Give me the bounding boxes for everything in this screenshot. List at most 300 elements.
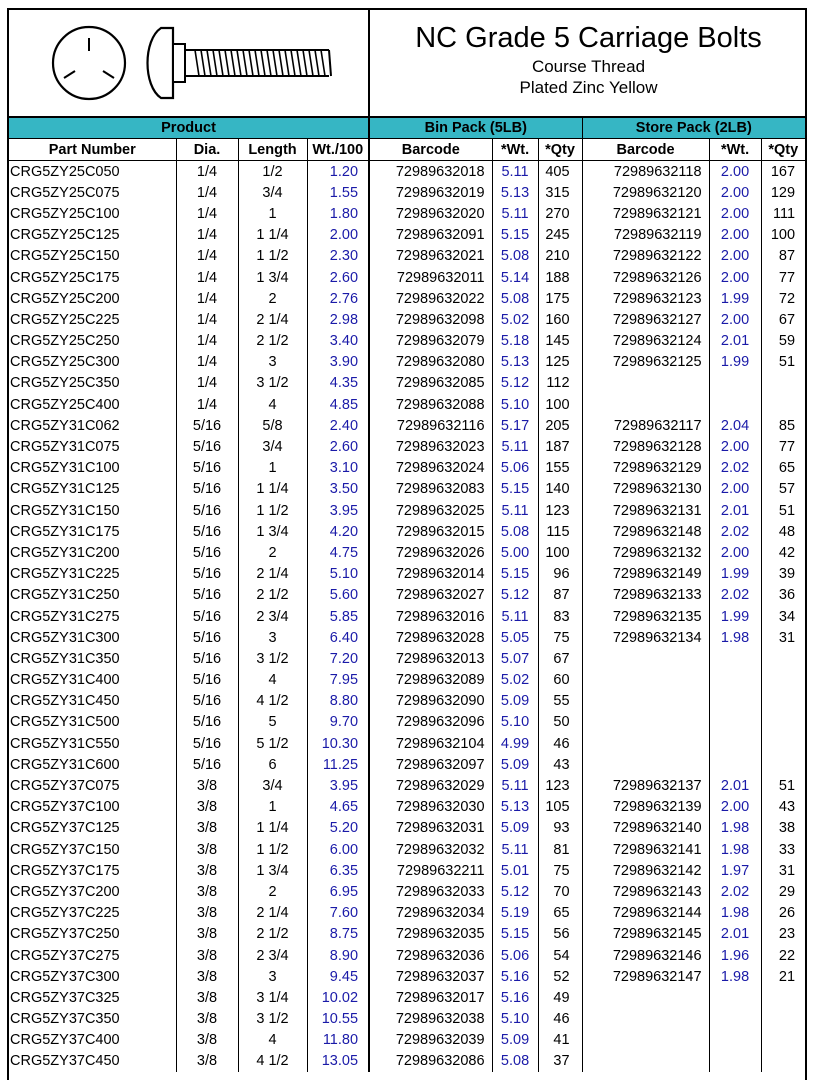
store-qty-cell: 87 xyxy=(761,246,805,267)
length-cell: 1 1/4 xyxy=(238,225,307,246)
table-row xyxy=(9,585,805,606)
diameter-cell: 1/4 xyxy=(176,331,238,352)
store-qty-cell xyxy=(761,1009,805,1030)
diameter-cell: 5/16 xyxy=(176,521,238,542)
group-bin-pack: Bin Pack (5LB) xyxy=(369,117,582,139)
bin-barcode-cell: 72989632036 xyxy=(369,945,492,966)
store-qty-cell: 57 xyxy=(761,479,805,500)
length-cell: 4 1/2 xyxy=(238,691,307,712)
store-qty-cell: 51 xyxy=(761,500,805,521)
bin-qty-cell: 75 xyxy=(538,860,582,881)
part-number-cell: CRG5ZY31C175 xyxy=(10,523,120,540)
store-barcode-cell: 72989632120 xyxy=(582,182,709,203)
table-row xyxy=(9,987,805,1008)
store-weight-cell: 2.01 xyxy=(709,331,761,352)
diameter-cell: 5/16 xyxy=(176,712,238,733)
store-qty-cell xyxy=(761,1030,805,1051)
table-row xyxy=(9,373,805,394)
table-row xyxy=(9,458,805,479)
weight-per-100-cell: 5.85 xyxy=(307,606,369,627)
bin-qty-cell: 115 xyxy=(538,521,582,542)
length-cell: 3 1/2 xyxy=(238,648,307,669)
diameter-cell: 5/16 xyxy=(176,542,238,563)
length-cell: 1 1/2 xyxy=(238,246,307,267)
store-weight-cell: 1.99 xyxy=(709,288,761,309)
store-qty-cell xyxy=(761,733,805,754)
part-number-cell: CRG5ZY31C062 xyxy=(10,417,120,434)
weight-per-100-cell: 8.90 xyxy=(307,945,369,966)
diameter-cell: 3/8 xyxy=(176,1030,238,1051)
bin-weight-cell: 5.08 xyxy=(492,521,538,542)
bin-weight-cell: 5.08 xyxy=(492,288,538,309)
part-number-cell: CRG5ZY37C075 xyxy=(10,778,120,795)
store-barcode-cell: 72989632133 xyxy=(582,585,709,606)
bin-weight-cell: 5.05 xyxy=(492,627,538,648)
bin-qty-cell: 87 xyxy=(538,585,582,606)
weight-per-100-cell: 11.80 xyxy=(307,1030,369,1051)
bin-qty-cell: 50 xyxy=(538,712,582,733)
store-qty-cell: 23 xyxy=(761,924,805,945)
store-qty-cell: 22 xyxy=(761,945,805,966)
bin-qty-cell: 145 xyxy=(538,331,582,352)
bin-weight-cell: 5.09 xyxy=(492,691,538,712)
store-barcode-cell: 72989632125 xyxy=(582,352,709,373)
bin-weight-cell: 5.12 xyxy=(492,373,538,394)
diameter-cell: 5/16 xyxy=(176,648,238,669)
weight-per-100-cell: 2.98 xyxy=(307,309,369,330)
store-barcode-cell: 72989632123 xyxy=(582,288,709,309)
bin-weight-cell: 5.14 xyxy=(492,267,538,288)
store-weight-cell: 2.02 xyxy=(709,458,761,479)
store-weight-cell xyxy=(709,754,761,775)
bin-barcode-cell: 72989632022 xyxy=(369,288,492,309)
weight-per-100-cell: 5.60 xyxy=(307,585,369,606)
diameter-cell: 3/8 xyxy=(176,775,238,796)
bin-qty-cell: 405 xyxy=(538,161,582,183)
bin-weight-cell: 5.11 xyxy=(492,161,538,183)
bin-barcode-cell: 72989632116 xyxy=(369,415,492,436)
store-qty-cell: 33 xyxy=(761,839,805,860)
length-cell: 2 xyxy=(238,288,307,309)
store-barcode-cell: 72989632147 xyxy=(582,966,709,987)
bin-barcode-cell: 72989632019 xyxy=(369,182,492,203)
group-product: Product xyxy=(9,117,369,139)
bin-barcode-cell: 72989632034 xyxy=(369,903,492,924)
length-cell: 1 xyxy=(238,458,307,479)
weight-per-100-cell: 2.30 xyxy=(307,246,369,267)
store-qty-cell xyxy=(761,754,805,775)
store-weight-cell: 2.00 xyxy=(709,436,761,457)
table-row xyxy=(9,881,805,902)
store-barcode-cell: 72989632124 xyxy=(582,331,709,352)
part-number-cell: CRG5ZY25C050 xyxy=(10,163,120,180)
table-row xyxy=(9,754,805,775)
store-barcode-cell: 72989632129 xyxy=(582,458,709,479)
bin-weight-cell: 5.16 xyxy=(492,966,538,987)
weight-per-100-cell: 13.05 xyxy=(307,1051,369,1072)
table-row xyxy=(9,225,805,246)
bin-weight-cell: 5.06 xyxy=(492,458,538,479)
col-bin-qty: *Qty xyxy=(538,139,582,161)
part-number-cell: CRG5ZY25C250 xyxy=(10,333,120,350)
bin-qty-cell: 315 xyxy=(538,182,582,203)
store-barcode-cell: 72989632146 xyxy=(582,945,709,966)
store-weight-cell: 1.98 xyxy=(709,903,761,924)
part-number-cell: CRG5ZY31C500 xyxy=(10,714,120,731)
bin-qty-cell: 37 xyxy=(538,1051,582,1072)
table-row xyxy=(9,775,805,796)
length-cell: 1 1/4 xyxy=(238,479,307,500)
bin-qty-cell: 49 xyxy=(538,987,582,1008)
table-row xyxy=(9,309,805,330)
store-weight-cell xyxy=(709,987,761,1008)
bin-barcode-cell: 72989632091 xyxy=(369,225,492,246)
bin-qty-cell: 52 xyxy=(538,966,582,987)
part-number-cell: CRG5ZY31C275 xyxy=(10,608,120,625)
weight-per-100-cell: 2.00 xyxy=(307,225,369,246)
diameter-cell: 3/8 xyxy=(176,797,238,818)
table-row xyxy=(9,903,805,924)
bin-barcode-cell: 72989632015 xyxy=(369,521,492,542)
thread-type: Course Thread xyxy=(531,57,646,76)
product-table xyxy=(9,116,805,1072)
weight-per-100-cell: 3.10 xyxy=(307,458,369,479)
finish-type: Plated Zinc Yellow xyxy=(519,78,658,97)
bin-barcode-cell: 72989632031 xyxy=(369,818,492,839)
table-row xyxy=(9,1009,805,1030)
weight-per-100-cell: 8.75 xyxy=(307,924,369,945)
bin-barcode-cell: 72989632026 xyxy=(369,542,492,563)
part-number-cell: CRG5ZY31C400 xyxy=(10,672,120,689)
bin-weight-cell: 5.13 xyxy=(492,352,538,373)
part-number-cell: CRG5ZY31C150 xyxy=(10,502,120,519)
bin-qty-cell: 188 xyxy=(538,267,582,288)
length-cell: 1/2 xyxy=(238,161,307,183)
store-qty-cell: 31 xyxy=(761,860,805,881)
store-weight-cell: 2.01 xyxy=(709,775,761,796)
bin-qty-cell: 60 xyxy=(538,670,582,691)
diameter-cell: 3/8 xyxy=(176,1051,238,1072)
length-cell: 1 1/4 xyxy=(238,818,307,839)
store-qty-cell xyxy=(761,394,805,415)
bin-weight-cell: 5.15 xyxy=(492,479,538,500)
bin-weight-cell: 5.16 xyxy=(492,987,538,1008)
store-qty-cell: 67 xyxy=(761,309,805,330)
length-cell: 3/4 xyxy=(238,182,307,203)
store-qty-cell: 100 xyxy=(761,225,805,246)
weight-per-100-cell: 1.20 xyxy=(307,161,369,183)
diameter-cell: 3/8 xyxy=(176,1009,238,1030)
bin-weight-cell: 5.09 xyxy=(492,754,538,775)
weight-per-100-cell: 3.90 xyxy=(307,352,369,373)
bin-barcode-cell: 72989632016 xyxy=(369,606,492,627)
bin-barcode-cell: 72989632027 xyxy=(369,585,492,606)
bin-weight-cell: 5.12 xyxy=(492,881,538,902)
weight-per-100-cell: 4.75 xyxy=(307,542,369,563)
diameter-cell: 5/16 xyxy=(176,691,238,712)
diameter-cell: 5/16 xyxy=(176,627,238,648)
group-store-pack: Store Pack (2LB) xyxy=(582,117,805,139)
store-qty-cell: 85 xyxy=(761,415,805,436)
part-number-cell: CRG5ZY25C200 xyxy=(10,290,120,307)
carriage-bolt-icon xyxy=(9,10,368,116)
bin-qty-cell: 96 xyxy=(538,564,582,585)
diameter-cell: 1/4 xyxy=(176,246,238,267)
store-barcode-cell: 72989632145 xyxy=(582,924,709,945)
bin-weight-cell: 5.01 xyxy=(492,860,538,881)
store-barcode-cell xyxy=(582,987,709,1008)
bin-barcode-cell: 72989632104 xyxy=(369,733,492,754)
store-qty-cell: 31 xyxy=(761,627,805,648)
part-number-cell: CRG5ZY31C450 xyxy=(10,693,120,710)
store-qty-cell: 38 xyxy=(761,818,805,839)
part-number-cell: CRG5ZY25C225 xyxy=(10,311,120,328)
store-qty-cell: 167 xyxy=(761,161,805,183)
table-row xyxy=(9,182,805,203)
length-cell: 3/4 xyxy=(238,436,307,457)
bin-qty-cell: 46 xyxy=(538,1009,582,1030)
store-qty-cell: 51 xyxy=(761,352,805,373)
table-row xyxy=(9,542,805,563)
bin-barcode-cell: 72989632023 xyxy=(369,436,492,457)
store-barcode-cell: 72989632137 xyxy=(582,775,709,796)
bin-weight-cell: 5.11 xyxy=(492,775,538,796)
store-weight-cell: 1.96 xyxy=(709,945,761,966)
bin-weight-cell: 5.11 xyxy=(492,203,538,224)
diameter-cell: 1/4 xyxy=(176,288,238,309)
bin-barcode-cell: 72989632090 xyxy=(369,691,492,712)
store-qty-cell: 51 xyxy=(761,775,805,796)
weight-per-100-cell: 2.40 xyxy=(307,415,369,436)
part-number-cell: CRG5ZY37C275 xyxy=(10,947,120,964)
bin-weight-cell: 5.09 xyxy=(492,1030,538,1051)
group-header-row xyxy=(9,117,805,139)
bin-barcode-cell: 72989632017 xyxy=(369,987,492,1008)
bin-qty-cell: 70 xyxy=(538,881,582,902)
weight-per-100-cell: 6.35 xyxy=(307,860,369,881)
bin-weight-cell: 5.10 xyxy=(492,712,538,733)
store-barcode-cell: 72989632121 xyxy=(582,203,709,224)
diameter-cell: 5/16 xyxy=(176,458,238,479)
bin-barcode-cell: 72989632096 xyxy=(369,712,492,733)
bin-weight-cell: 4.99 xyxy=(492,733,538,754)
table-row xyxy=(9,670,805,691)
store-weight-cell xyxy=(709,648,761,669)
weight-per-100-cell: 2.76 xyxy=(307,288,369,309)
bin-barcode-cell: 72989632097 xyxy=(369,754,492,775)
column-header-row xyxy=(9,139,805,161)
length-cell: 1 xyxy=(238,797,307,818)
table-row xyxy=(9,712,805,733)
bin-qty-cell: 46 xyxy=(538,733,582,754)
bin-barcode-cell: 72989632020 xyxy=(369,203,492,224)
weight-per-100-cell: 10.02 xyxy=(307,987,369,1008)
part-number-cell: CRG5ZY25C100 xyxy=(10,205,120,222)
part-number-cell: CRG5ZY31C100 xyxy=(10,460,120,477)
bin-barcode-cell: 72989632039 xyxy=(369,1030,492,1051)
bin-weight-cell: 5.00 xyxy=(492,542,538,563)
length-cell: 4 xyxy=(238,1030,307,1051)
bin-qty-cell: 155 xyxy=(538,458,582,479)
diameter-cell: 1/4 xyxy=(176,352,238,373)
store-barcode-cell xyxy=(582,1009,709,1030)
bin-barcode-cell: 72989632086 xyxy=(369,1051,492,1072)
store-barcode-cell: 72989632122 xyxy=(582,246,709,267)
bin-qty-cell: 210 xyxy=(538,246,582,267)
diameter-cell: 3/8 xyxy=(176,945,238,966)
length-cell: 3 1/4 xyxy=(238,987,307,1008)
table-row xyxy=(9,521,805,542)
store-weight-cell: 2.02 xyxy=(709,585,761,606)
bin-barcode-cell: 72989632032 xyxy=(369,839,492,860)
bin-qty-cell: 160 xyxy=(538,309,582,330)
diameter-cell: 5/16 xyxy=(176,670,238,691)
weight-per-100-cell: 4.20 xyxy=(307,521,369,542)
store-barcode-cell: 72989632131 xyxy=(582,500,709,521)
length-cell: 2 1/2 xyxy=(238,331,307,352)
bin-weight-cell: 5.13 xyxy=(492,797,538,818)
bin-barcode-cell: 72989632037 xyxy=(369,966,492,987)
table-row xyxy=(9,839,805,860)
part-number-cell: CRG5ZY37C225 xyxy=(10,905,120,922)
store-qty-cell xyxy=(761,691,805,712)
bin-qty-cell: 81 xyxy=(538,839,582,860)
weight-per-100-cell: 9.45 xyxy=(307,966,369,987)
store-qty-cell: 36 xyxy=(761,585,805,606)
weight-per-100-cell: 6.95 xyxy=(307,881,369,902)
bin-qty-cell: 93 xyxy=(538,818,582,839)
store-qty-cell: 48 xyxy=(761,521,805,542)
weight-per-100-cell: 5.20 xyxy=(307,818,369,839)
part-number-cell: CRG5ZY31C300 xyxy=(10,629,120,646)
diameter-cell: 5/16 xyxy=(176,564,238,585)
bin-qty-cell: 123 xyxy=(538,500,582,521)
part-number-cell: CRG5ZY37C150 xyxy=(10,841,120,858)
store-weight-cell: 2.04 xyxy=(709,415,761,436)
spec-sheet xyxy=(7,8,807,1080)
store-barcode-cell xyxy=(582,1051,709,1072)
weight-per-100-cell: 6.40 xyxy=(307,627,369,648)
store-qty-cell: 111 xyxy=(761,203,805,224)
col-bin-barcode: Barcode xyxy=(369,139,492,161)
table-row xyxy=(9,288,805,309)
store-qty-cell xyxy=(761,648,805,669)
diameter-cell: 5/16 xyxy=(176,479,238,500)
store-barcode-cell xyxy=(582,373,709,394)
bin-barcode-cell: 72989632011 xyxy=(369,267,492,288)
store-weight-cell: 2.00 xyxy=(709,161,761,183)
bin-weight-cell: 5.11 xyxy=(492,839,538,860)
store-weight-cell: 1.99 xyxy=(709,352,761,373)
bin-weight-cell: 5.18 xyxy=(492,331,538,352)
store-weight-cell xyxy=(709,712,761,733)
bin-barcode-cell: 72989632033 xyxy=(369,881,492,902)
bin-qty-cell: 83 xyxy=(538,606,582,627)
length-cell: 3 xyxy=(238,966,307,987)
table-row xyxy=(9,203,805,224)
bin-barcode-cell: 72989632013 xyxy=(369,648,492,669)
table-row xyxy=(9,627,805,648)
bin-barcode-cell: 72989632079 xyxy=(369,331,492,352)
diameter-cell: 5/16 xyxy=(176,733,238,754)
part-number-cell: CRG5ZY37C125 xyxy=(10,820,120,837)
diameter-cell: 3/8 xyxy=(176,881,238,902)
table-row xyxy=(9,860,805,881)
length-cell: 2 1/2 xyxy=(238,585,307,606)
length-cell: 1 3/4 xyxy=(238,860,307,881)
part-number-cell: CRG5ZY31C350 xyxy=(10,650,120,667)
part-number-cell: CRG5ZY31C250 xyxy=(10,587,120,604)
table-row xyxy=(9,797,805,818)
part-number-cell: CRG5ZY25C300 xyxy=(10,354,120,371)
bolt-illustration xyxy=(9,10,368,116)
bin-weight-cell: 5.12 xyxy=(492,585,538,606)
store-barcode-cell: 72989632130 xyxy=(582,479,709,500)
bin-weight-cell: 5.15 xyxy=(492,225,538,246)
store-weight-cell: 1.98 xyxy=(709,627,761,648)
bin-qty-cell: 187 xyxy=(538,436,582,457)
length-cell: 4 xyxy=(238,670,307,691)
bin-weight-cell: 5.09 xyxy=(492,818,538,839)
store-barcode-cell: 72989632126 xyxy=(582,267,709,288)
part-number-cell: CRG5ZY37C250 xyxy=(10,926,120,943)
store-weight-cell: 1.98 xyxy=(709,818,761,839)
bin-qty-cell: 270 xyxy=(538,203,582,224)
col-store-qty: *Qty xyxy=(761,139,805,161)
weight-per-100-cell: 4.85 xyxy=(307,394,369,415)
col-store-wt: *Wt. xyxy=(709,139,761,161)
weight-per-100-cell: 5.10 xyxy=(307,564,369,585)
part-number-cell: CRG5ZY37C300 xyxy=(10,968,120,985)
store-barcode-cell: 72989632139 xyxy=(582,797,709,818)
store-barcode-cell xyxy=(582,754,709,775)
weight-per-100-cell: 3.95 xyxy=(307,775,369,796)
part-number-cell: CRG5ZY25C075 xyxy=(10,184,120,201)
store-barcode-cell xyxy=(582,733,709,754)
store-weight-cell: 1.99 xyxy=(709,606,761,627)
store-barcode-cell xyxy=(582,394,709,415)
bin-barcode-cell: 72989632030 xyxy=(369,797,492,818)
bin-barcode-cell: 72989632029 xyxy=(369,775,492,796)
weight-per-100-cell: 1.55 xyxy=(307,182,369,203)
length-cell: 3/4 xyxy=(238,775,307,796)
diameter-cell: 3/8 xyxy=(176,818,238,839)
store-weight-cell: 2.00 xyxy=(709,267,761,288)
length-cell: 3 1/2 xyxy=(238,1009,307,1030)
store-weight-cell xyxy=(709,1009,761,1030)
bin-barcode-cell: 72989632028 xyxy=(369,627,492,648)
part-number-cell: CRG5ZY37C200 xyxy=(10,883,120,900)
store-barcode-cell: 72989632128 xyxy=(582,436,709,457)
length-cell: 4 xyxy=(238,394,307,415)
diameter-cell: 3/8 xyxy=(176,860,238,881)
store-qty-cell: 42 xyxy=(761,542,805,563)
store-barcode-cell xyxy=(582,691,709,712)
weight-per-100-cell: 7.95 xyxy=(307,670,369,691)
diameter-cell: 5/16 xyxy=(176,606,238,627)
weight-per-100-cell: 10.30 xyxy=(307,733,369,754)
diameter-cell: 1/4 xyxy=(176,182,238,203)
store-qty-cell: 77 xyxy=(761,267,805,288)
bin-barcode-cell: 72989632083 xyxy=(369,479,492,500)
bin-qty-cell: 54 xyxy=(538,945,582,966)
part-number-cell: CRG5ZY31C200 xyxy=(10,544,120,561)
diameter-cell: 5/16 xyxy=(176,500,238,521)
table-row xyxy=(9,945,805,966)
store-barcode-cell: 72989632119 xyxy=(582,225,709,246)
bin-barcode-cell: 72989632211 xyxy=(369,860,492,881)
length-cell: 3 1/2 xyxy=(238,373,307,394)
